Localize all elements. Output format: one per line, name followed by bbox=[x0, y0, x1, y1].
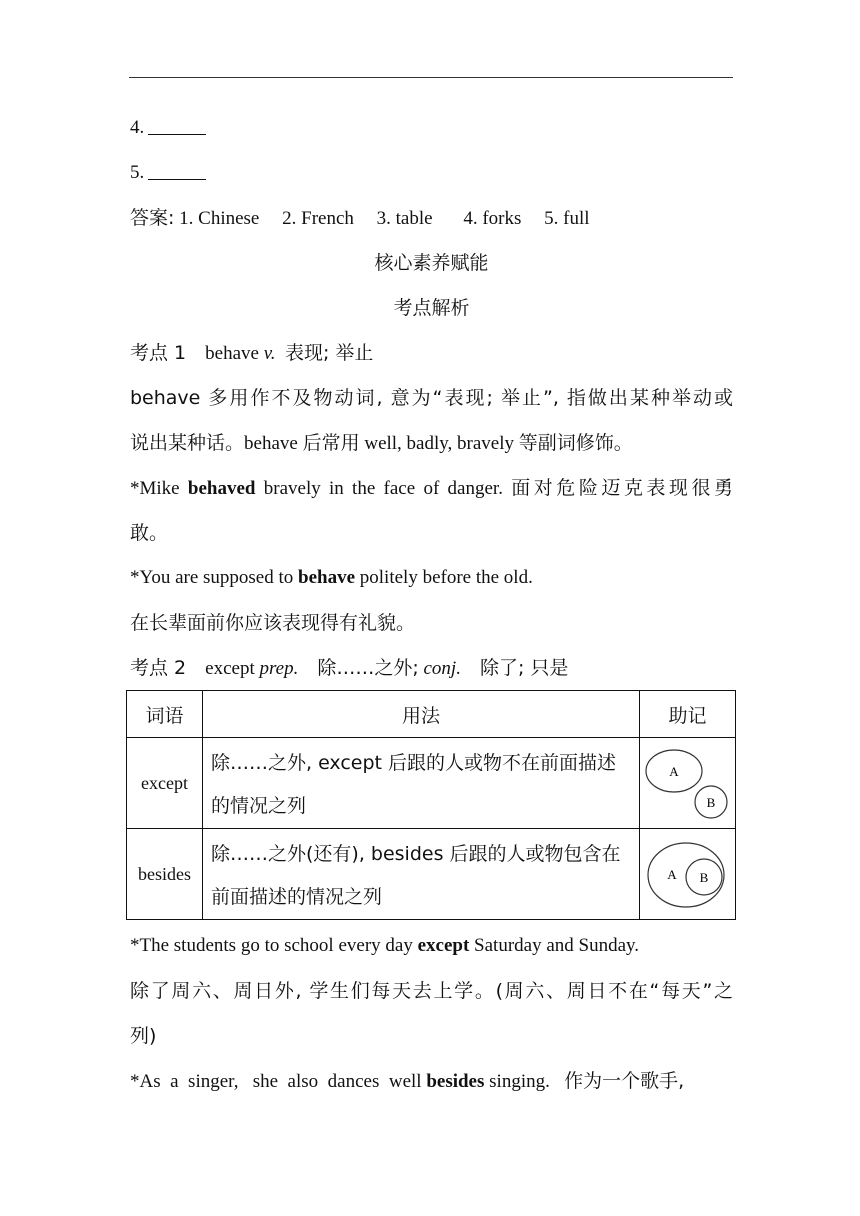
example-text: Saturday and Sunday. bbox=[469, 935, 640, 956]
set-b-label: B bbox=[706, 795, 716, 810]
example-text: bravely in the face of danger. bbox=[255, 478, 512, 499]
section-title: 核心素养赋能 bbox=[374, 252, 489, 274]
part-of-speech: conj. bbox=[423, 658, 461, 679]
subsection-title: 考点解析 bbox=[393, 297, 470, 319]
example-translation: 作为一个歌手, bbox=[564, 1070, 685, 1092]
example-text: *Mike bbox=[130, 478, 188, 499]
point-label: 考点 2 bbox=[130, 657, 187, 679]
point-1-description-line1: behave 多用作不及物动词, 意为“表现; 举止”, 指做出某种举动或 bbox=[130, 387, 733, 409]
point-2-heading bbox=[130, 656, 733, 681]
answer-blank bbox=[148, 116, 206, 135]
example-1 bbox=[130, 476, 733, 501]
example-3-translation-line2: 列) bbox=[130, 1025, 157, 1047]
example-2 bbox=[130, 566, 733, 590]
table-header: 用法 bbox=[203, 691, 640, 738]
desc-text: 说出某种话。 bbox=[130, 432, 245, 454]
question-item-5 bbox=[130, 161, 733, 185]
subset-diagram bbox=[640, 830, 734, 918]
point-1-description-line2 bbox=[130, 431, 733, 456]
answer-value: 2. French bbox=[282, 208, 354, 229]
disjoint-sets-diagram bbox=[640, 739, 734, 827]
keyword-bold: besides bbox=[426, 1071, 485, 1092]
table-row bbox=[127, 829, 736, 920]
item-number: 4. bbox=[130, 117, 145, 138]
point-meaning: 除……之外; bbox=[317, 657, 419, 679]
question-item-4 bbox=[130, 116, 733, 140]
table-cell-mnemonic bbox=[640, 738, 736, 829]
keyword-bold: behaved bbox=[187, 478, 256, 499]
point-meaning: 除了; 只是 bbox=[479, 657, 569, 679]
answer-value: 5. full bbox=[544, 208, 590, 229]
usage-line: 前面描述的情况之列 bbox=[211, 886, 383, 908]
desc-text: 等副词修饰。 bbox=[518, 432, 633, 454]
example-text: *As a singer, she also dances well bbox=[130, 1071, 427, 1092]
answer-label: 答案: bbox=[130, 207, 175, 229]
desc-text: 后常用 bbox=[302, 432, 360, 454]
item-number: 5. bbox=[130, 162, 145, 183]
keyword-bold: except bbox=[417, 935, 470, 956]
desc-text: well, badly, bravely bbox=[364, 433, 515, 454]
table-cell-mnemonic bbox=[640, 829, 736, 920]
answer-value: 4. forks bbox=[463, 208, 522, 229]
table-header: 词语 bbox=[127, 691, 203, 738]
point-word: behave bbox=[205, 343, 259, 364]
header-rule bbox=[129, 77, 733, 78]
table-cell-usage bbox=[203, 738, 640, 829]
example-3 bbox=[130, 934, 733, 958]
keyword-bold: behave bbox=[298, 567, 356, 588]
example-text: politely before the old. bbox=[355, 567, 533, 588]
example-text: *You are supposed to bbox=[130, 567, 299, 588]
desc-text: behave bbox=[244, 433, 298, 454]
usage-line: 除……之外, except 后跟的人或物不在前面描述 bbox=[211, 752, 617, 774]
table-cell-word: except bbox=[127, 738, 203, 829]
example-4 bbox=[130, 1069, 733, 1094]
part-of-speech: v. bbox=[263, 343, 276, 364]
set-b-label: B bbox=[699, 870, 709, 885]
set-a-label: A bbox=[669, 764, 679, 779]
example-2-translation: 在长辈面前你应该表现得有礼貌。 bbox=[130, 612, 416, 634]
table-header-row bbox=[127, 691, 736, 738]
example-translation: 面对危险迈克表现很勇 bbox=[511, 477, 733, 499]
answer-value: 1. Chinese bbox=[179, 208, 260, 229]
example-text: singing. bbox=[484, 1071, 565, 1092]
table-cell-word: besides bbox=[127, 829, 203, 920]
usage-line: 除……之外(还有), besides 后跟的人或物包含在 bbox=[211, 843, 621, 865]
point-1-heading bbox=[130, 341, 733, 366]
example-1-cont: 敢。 bbox=[130, 522, 169, 544]
table-cell-usage bbox=[203, 829, 640, 920]
usage-line: 的情况之列 bbox=[211, 795, 307, 817]
point-word: except bbox=[205, 658, 255, 679]
set-a-label: A bbox=[667, 867, 677, 882]
example-3-translation-line1: 除了周六、周日外, 学生们每天去上学。(周六、周日不在“每天”之 bbox=[130, 980, 733, 1002]
point-label: 考点 1 bbox=[130, 342, 187, 364]
example-text: *The students go to school every day bbox=[130, 935, 418, 956]
answer-value: 3. table bbox=[376, 208, 433, 229]
comparison-table bbox=[126, 690, 736, 920]
point-meaning: 表现; 举止 bbox=[284, 342, 374, 364]
answer-line bbox=[130, 206, 733, 231]
part-of-speech: prep. bbox=[259, 658, 299, 679]
answer-blank bbox=[148, 161, 206, 180]
table-header: 助记 bbox=[640, 691, 736, 738]
table-row bbox=[127, 738, 736, 829]
